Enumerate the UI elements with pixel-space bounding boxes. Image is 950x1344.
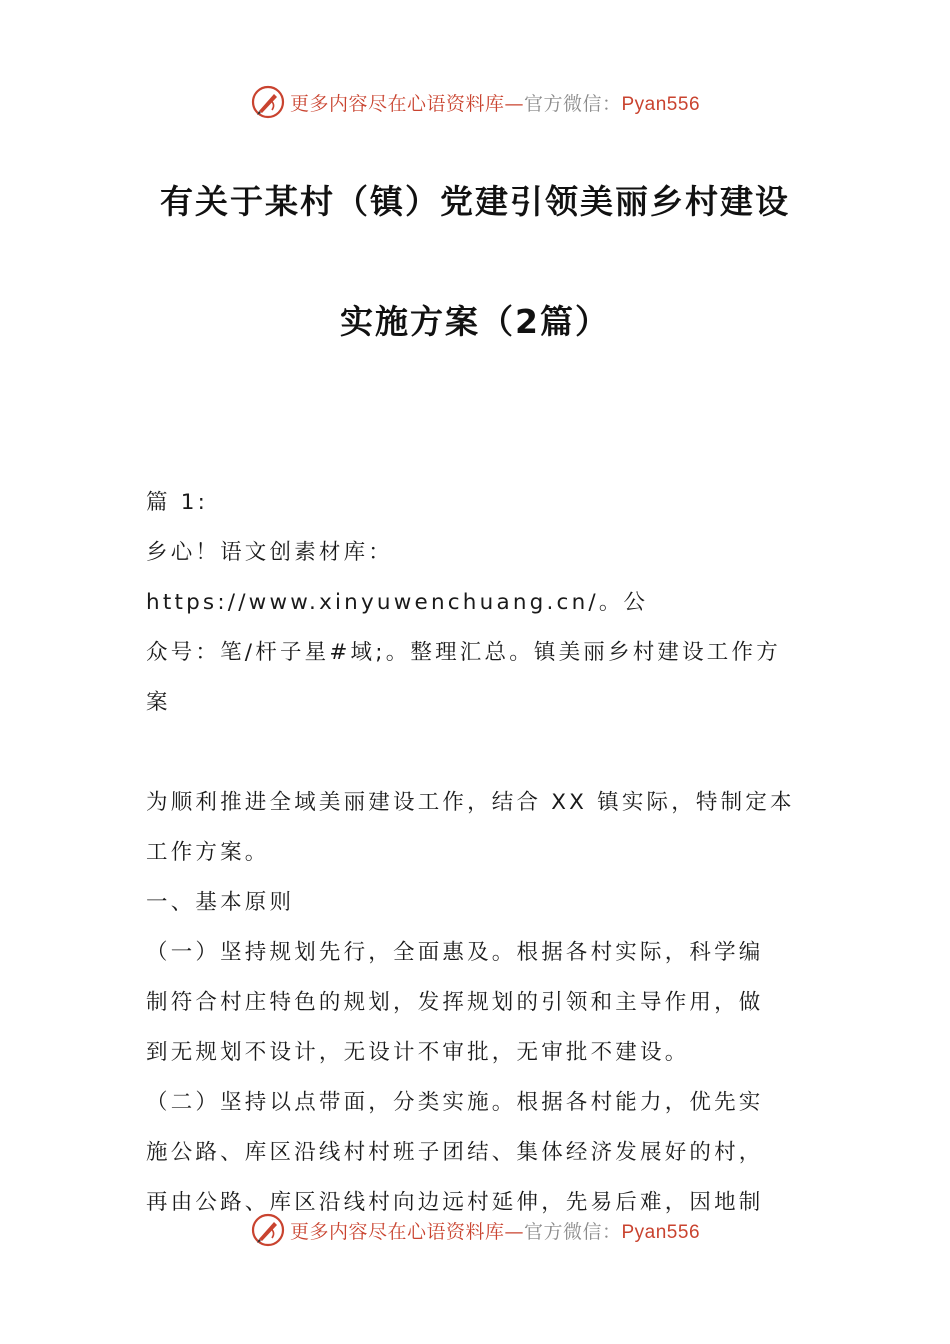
source-line: 案 — [146, 690, 171, 715]
intro-line: 为顺利推进全域美丽建设工作，结合 XX 镇实际，特制定本 — [146, 790, 795, 815]
banner-site-name: 更多内容尽在心语资料库 — [289, 1220, 505, 1243]
document-title-line-2: 实施方案（2篇） — [340, 302, 610, 341]
paragraph-line: （二）坚持以点带面，分类实施。根据各村能力，优先实 — [146, 1090, 764, 1115]
source-line: 乡心！语文创素材库：https://www.xinyuwenchuang.cn/。公 — [146, 540, 649, 615]
banner-text — [290, 1217, 700, 1244]
header-banner — [0, 80, 950, 124]
paragraph-line: 到无规划不设计，无设计不审批，无审批不建设。 — [146, 1040, 690, 1065]
section-label: 篇 1: — [146, 490, 209, 515]
document-body — [146, 478, 806, 1228]
pen-circle-logo-icon — [250, 84, 286, 120]
document-title-line-1: 有关于某村（镇）党建引领美丽乡村建设 — [160, 182, 790, 221]
section-heading: 一、基本原则 — [146, 890, 295, 915]
paragraph-gap — [146, 728, 806, 778]
paragraph-line: （一）坚持规划先行，全面惠及。根据各村实际，科学编 — [146, 940, 764, 965]
banner-wechat-label: 官方微信： — [523, 92, 622, 115]
paragraph-line: 制符合村庄特色的规划，发挥规划的引领和主导作用，做 — [146, 990, 764, 1015]
banner-text — [290, 89, 700, 116]
intro-line: 工作方案。 — [146, 840, 270, 865]
pen-circle-logo-icon — [250, 1212, 286, 1248]
source-line: 众号：笔/杆子星#域;。整理汇总。镇美丽乡村建设工作方 — [146, 640, 781, 665]
banner-separator: — — [504, 1220, 524, 1243]
banner-separator: — — [504, 92, 524, 115]
banner-site-name: 更多内容尽在心语资料库 — [289, 92, 505, 115]
footer-banner — [0, 1208, 950, 1252]
banner-wechat-id: Pyan556 — [621, 93, 701, 115]
banner-wechat-id: Pyan556 — [621, 1221, 701, 1243]
paragraph-line: 再由公路、库区沿线村向边远村延伸，先易后难，因地制 — [146, 1190, 764, 1215]
banner-wechat-label: 官方微信： — [523, 1220, 622, 1243]
paragraph-line: 施公路、库区沿线村村班子团结、集体经济发展好的村， — [146, 1140, 764, 1165]
